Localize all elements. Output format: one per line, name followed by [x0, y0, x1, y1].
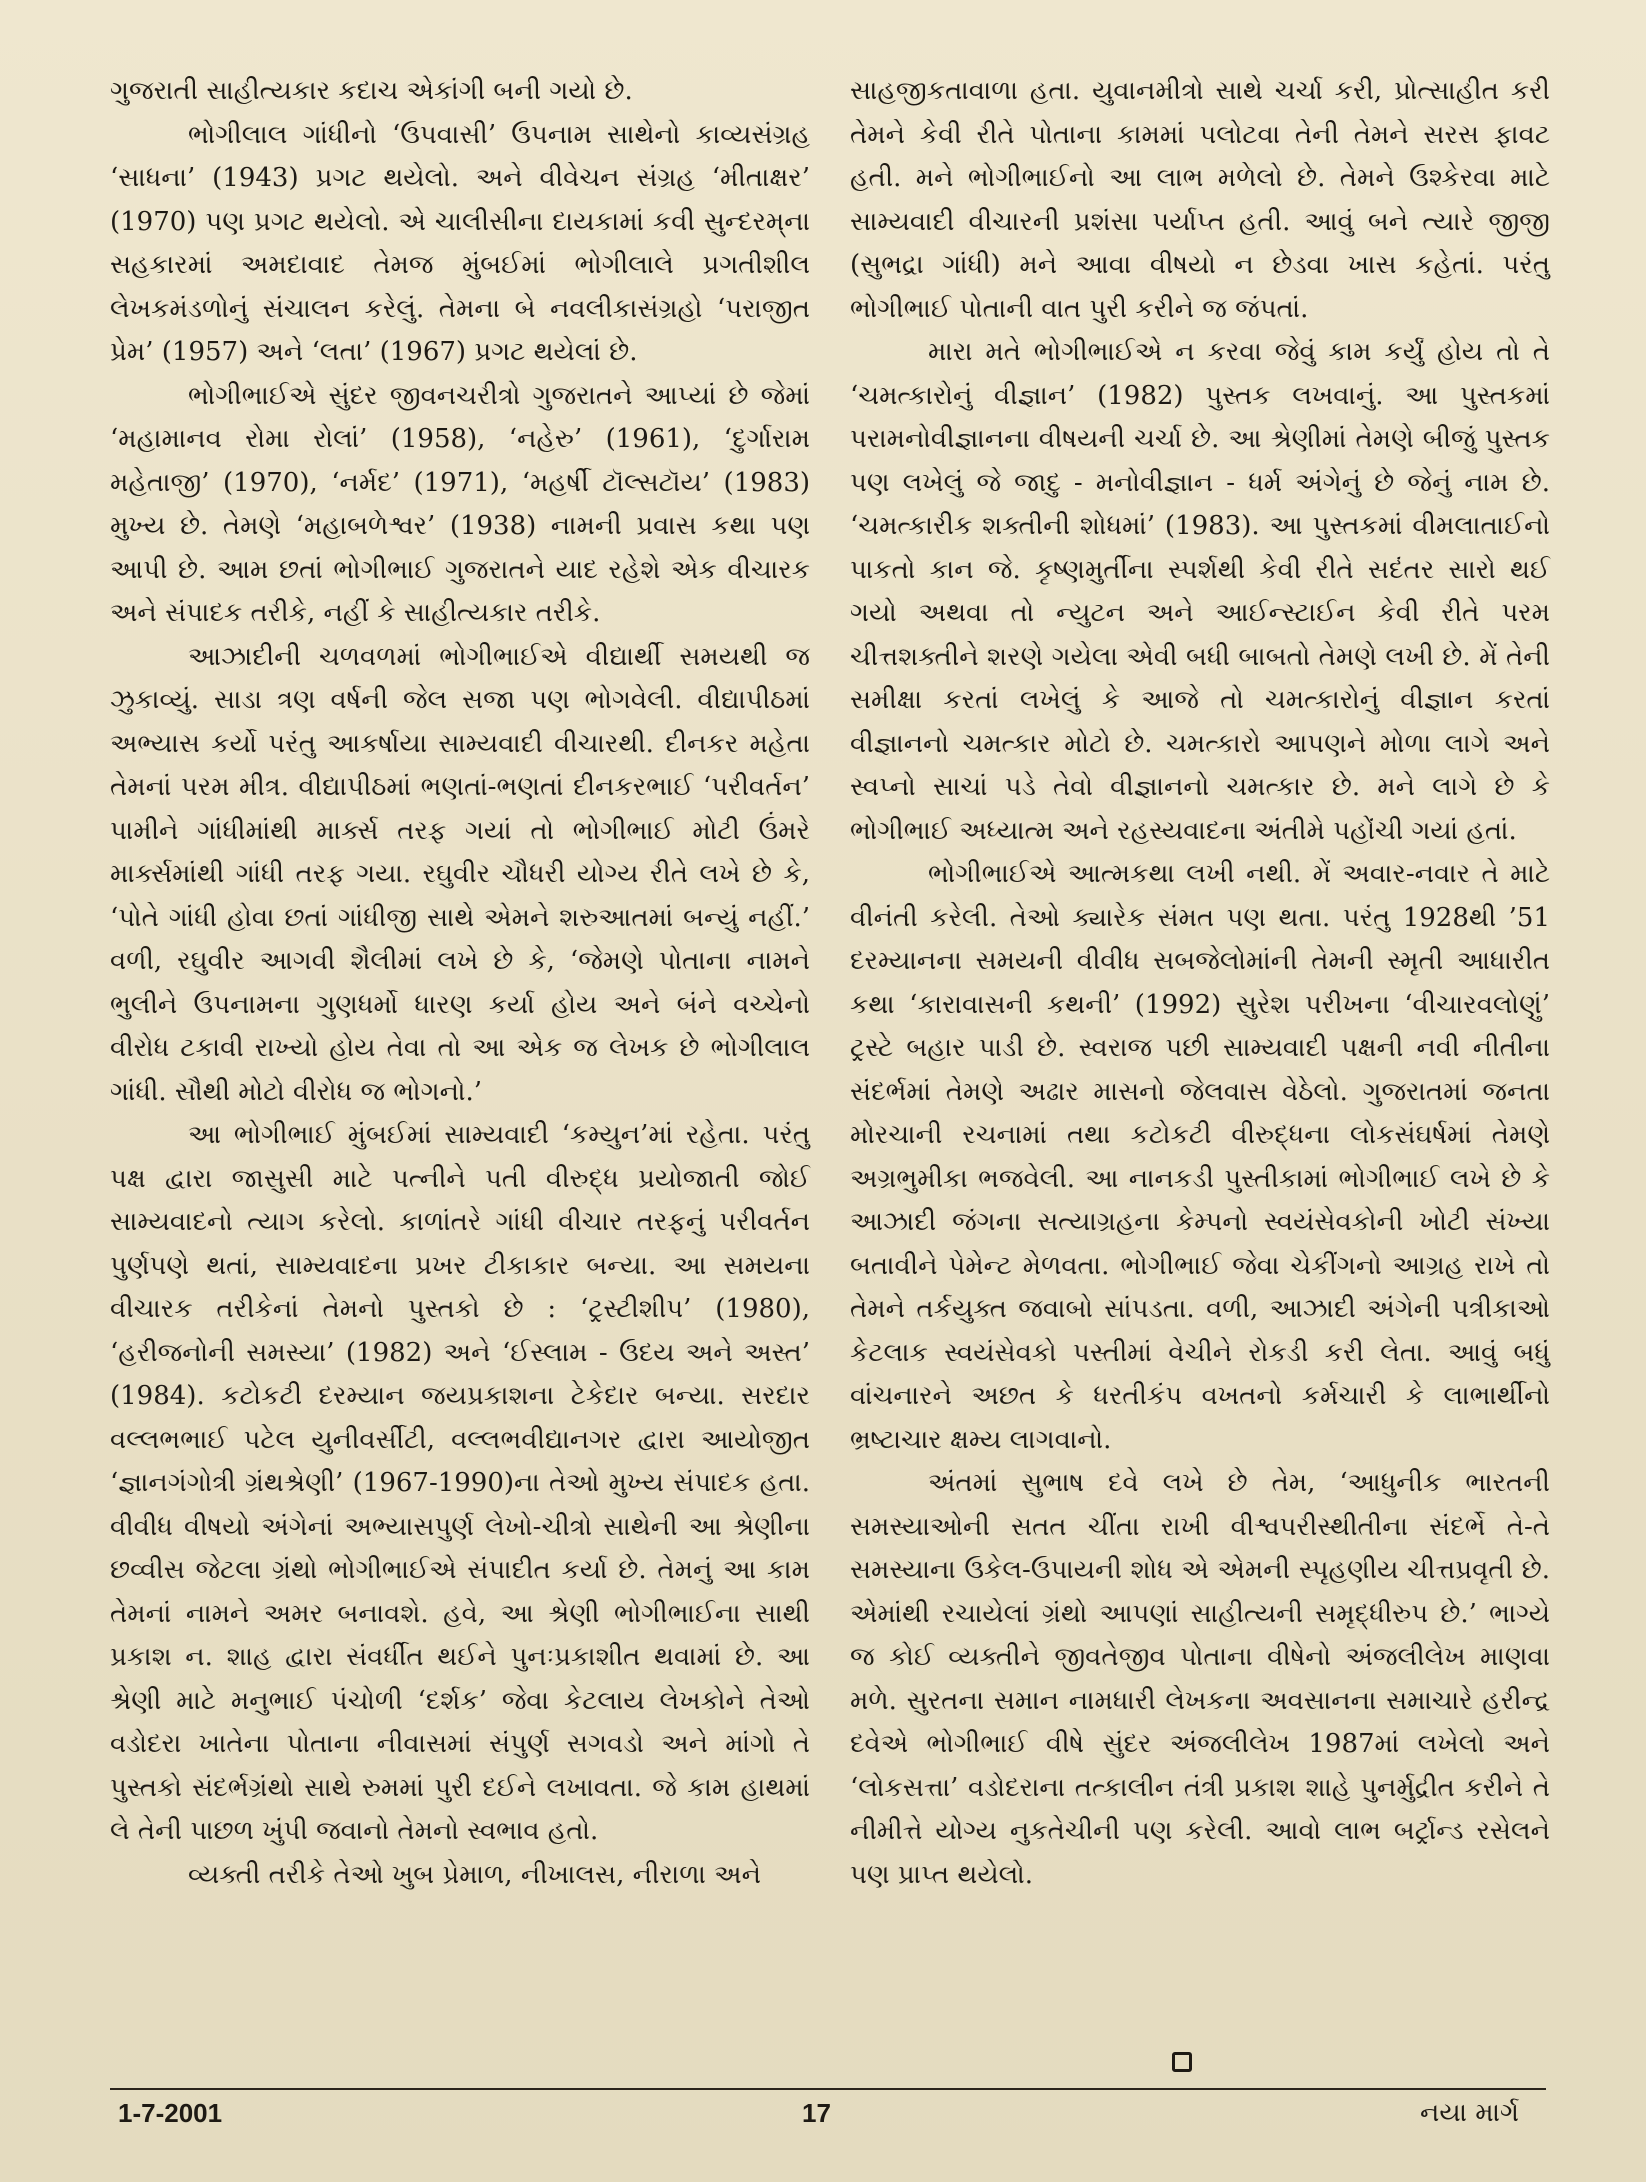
- paragraph-continued: ગુજરાતી સાહીત્યકાર કદાચ એકાંગી બની ગયો છે.: [110, 76, 633, 106]
- magazine-name: નયા માર્ગ: [1420, 2098, 1520, 2128]
- footer-rule: [110, 2088, 1546, 2090]
- paragraph: આ ભોગીભાઈ મુંબઈમાં સામ્યવાદી ‘કમ્યુન’માં રહેતા. પરંતુ પક્ષ દ્વારા જાસુસી માટે પત્નીને પતી વીરુદ્ધ પ્રયોજાતી જોઈ સામ્યવાદનો ત્યાગ કરેલો. કાળાંતરે ગાંધી વીચાર તરફનું પરીવર્તન પુર્ણપણે થતાં, સામ્યવાદના પ્રખર ટીકાકાર બન્યા. આ સમયના વીચારક તરીકેનાં તેમનો પુસ્તકો છે : ‘ટ્રસ્ટીશીપ’ (1980), ‘હરીજનોની સમસ્યા’ (1982) અને ‘ઈસ્લામ - ઉદય અને અસ્ત’ (1984). કટોકટી દરમ્યાન જયપ્રકાશના ટેકેદાર બન્યા. સરદાર વલ્લભભાઈ પટેલ યુનીવર્સીટી, વલ્લભવીદ્યાનગર દ્વારા આયોજીત ‘જ્ઞાનગંગોત્રી ગ્રંથશ્રેણી’ (1967-1990)ના તેઓ મુખ્ય સંપાદક હતા. વીવીધ વીષયો અંગેનાં અભ્યાસપુર્ણ લેખો-ચીત્રો સાથેની આ શ્રેણીના છવ્વીસ જેટલા ગ્રંથો ભોગીભાઈએ સંપાદીત કર્યા છે. તેમનું આ કામ તેમનાં નામને અમર બનાવશે. હવે, આ શ્રેણી ભોગીભાઈના સાથી પ્રકાશ ન. શાહ દ્વારા સંવર્ધીત થઈને પુનઃપ્રકાશીત થવામાં છે. આ શ્રેણી માટે મનુભાઈ પંચોળી ‘દર્શક’ જેવા કેટલાય લેખકોને તેઓ વડોદરા ખાતેના પોતાના નીવાસમાં સંપુર્ણ સગવડો અને માંગો તે પુસ્તકો સંદર્ભગ્રંથો સાથે રુમમાં પુરી દઈને લખાવતા. જે કામ હાથમાં લે તેની પાછળ ખુંપી જવાનો તેમનો સ્વભાવ હતો.: [110, 1120, 810, 1846]
- paragraph: ભોગીલાલ ગાંધીનો ‘ઉપવાસી’ ઉપનામ સાથેનો કાવ્યસંગ્રહ ‘સાધના’ (1943) પ્રગટ થયેલો. અને વીવેચન સંગ્રહ ‘મીતાક્ષર’ (1970) પણ પ્રગટ થયેલો. એ ચાલીસીના દાયકામાં કવી સુન્દરમ્‌ના સહકારમાં અમદાવાદ તેમજ મુંબઈમાં ભોગીલાલે પ્રગતીશીલ લેખકમંડળોનું સંચાલન કરેલું. તેમના બે નવલીકાસંગ્રહો ‘પરાજીત પ્રેમ’ (1957) અને ‘લતા’ (1967) પ્રગટ થયેલાં છે.: [110, 119, 810, 367]
- end-of-article-icon: [1172, 2052, 1192, 2072]
- page-number: 17: [802, 2098, 831, 2128]
- right-column: [850, 70, 1550, 1897]
- paragraph-continued: સાહજીકતાવાળા હતા. યુવાનમીત્રો સાથે ચર્ચા કરી, પ્રોત્સાહીત કરી તેમને કેવી રીતે પોતાના કામમાં પલોટવા તેની તેમને સરસ ફાવટ હતી. મને ભોગીભાઈનો આ લાભ મળેલો છે. તેમને ઉશ્કેરવા માટે સામ્યવાદી વીચારની પ્રશંસા પર્યાપ્ત હતી. આવું બને ત્યારે જીજી (સુભદ્રા ગાંધી) મને આવા વીષયો ન છેડવા ખાસ કહેતાં. પરંતુ ભોગીભાઈ પોતાની વાત પુરી કરીને જ જંપતાં.: [850, 76, 1550, 324]
- paragraph: ભોગીભાઈએ સુંદર જીવનચરીત્રો ગુજરાતને આપ્યાં છે જેમાં ‘મહામાનવ રોમા રોલાં’ (1958), ‘નહેરુ’ (1961), ‘દુર્ગારામ મહેતાજી’ (1970), ‘નર્મદ’ (1971), ‘મહર્ષી ટૉલ્સટૉય’ (1983) મુખ્ય છે. તેમણે ‘મહાબળેશ્વર’ (1938) નામની પ્રવાસ કથા પણ આપી છે. આમ છતાં ભોગીભાઈ ગુજરાતને યાદ રહેશે એક વીચારક અને સંપાદક તરીકે, નહીં કે સાહીત્યકાર તરીકે.: [110, 380, 810, 628]
- paragraph: વ્યક્તી તરીકે તેઓ ખુબ પ્રેમાળ, નીખાલસ, નીરાળા અને: [188, 1859, 761, 1890]
- left-column: [110, 70, 810, 1897]
- paragraph: ભોગીભાઈએ આત્મકથા લખી નથી. મેં અવાર-નવાર તે માટે વીનંતી કરેલી. તેઓ ક્યારેક સંમત પણ થતા. પરંતુ 1928થી ’51 દરમ્યાનના સમયની વીવીધ સબજેલોમાંની તેમની સ્મૃતી આધારીત કથા ‘કારાવાસની કથની’ (1992) સુરેશ પરીખના ‘વીચારવલોણું’ ટ્રસ્ટે બહાર પાડી છે. સ્વરાજ પછી સામ્યવાદી પક્ષની નવી નીતીના સંદર્ભમાં તેમણે અઢાર માસનો જેલવાસ વેઠેલો. ગુજરાતમાં જનતા મોરચાની રચનામાં તથા કટોકટી વીરુદ્ધના લોકસંઘર્ષમાં તેમણે અગ્રભુમીકા ભજવેલી. આ નાનકડી પુસ્તીકામાં ભોગીભાઈ લખે છે કે આઝાદી જંગના સત્યાગ્રહના કેમ્પનો સ્વયંસેવકોની ખોટી સંખ્યા બતાવીને પેમેન્ટ મેળવતા. ભોગીભાઈ જેવા ચેકીંગનો આગ્રહ રાખે તો તેમને તર્કયુક્ત જવાબો સાંપડતા. વળી, આઝાદી અંગેની પત્રીકાઓ કેટલાક સ્વયંસેવકો પસ્તીમાં વેચીને રોકડી કરી લેતા. આવું બધું વાંચનારને અછત કે ધરતીકંપ વખતનો કર્મચારી કે લાભાર્થીનો ભ્રષ્ટાચાર ક્ષમ્ય લાગવાનો.: [850, 859, 1550, 1455]
- paragraph: આઝાદીની ચળવળમાં ભોગીભાઈએ વીદ્યાર્થી સમયથી જ ઝુકાવ્યું. સાડા ત્રણ વર્ષની જેલ સજા પણ ભોગવેલી. વીદ્યાપીઠમાં અભ્યાસ કર્યો પરંતુ આકર્ષાયા સામ્યવાદી વીચારથી. દીનકર મહેતા તેમનાં પરમ મીત્ર. વીદ્યાપીઠમાં ભણતાં-ભણતાં દીનકરભાઈ ‘પરીવર્તન’ પામીને ગાંધીમાંથી માર્ક્સ તરફ ગયાં તો ભોગીભાઈ મોટી ઉંમરે માર્ક્સમાંથી ગાંધી તરફ ગયા. રઘુવીર ચૌધરી યોગ્ય રીતે લખે છે કે, ‘પોતે ગાંધી હોવા છતાં ગાંધીજી સાથે એમને શરુઆતમાં બન્યું નહીં.’ વળી, રઘુવીર આગવી શૈલીમાં લખે છે કે, ‘જેમણે પોતાના નામને ભુલીને ઉપનામના ગુણધર્મો ધારણ કર્યા હોય અને બંને વચ્ચેનો વીરોધ ટકાવી રાખ્યો હોય તેવા તો આ એક જ લેખક છે ભોગીલાલ ગાંધી. સૌથી મોટો વીરોધ જ ભોગનો.’: [110, 641, 811, 1107]
- footer-date: 1-7-2001: [118, 2098, 223, 2128]
- paragraph: અંતમાં સુભાષ દવે લખે છે તેમ, ‘આધુનીક ભારતની સમસ્યાઓની સતત ચીંતા રાખી વીશ્વપરીસ્થીતીના સંદર્ભે તે-તે સમસ્યાના ઉકેલ-ઉપાયની શોધ એ એમની સ્પૃહણીય ચીત્તપ્રવૃતી છે. એમાંથી રચાયેલાં ગ્રંથો આપણાં સાહીત્યની સમૃદ્ધીરુપ છે.’ ભાગ્યે જ કોઈ વ્યક્તીને જીવતેજીવ પોતાના વીષેનો અંજલીલેખ માણવા મળે. સુરતના સમાન નામધારી લેખકના અવસાનના સમાચારે હરીન્દ્ર દવેએ ભોગીભાઈ વીષે સુંદર અંજલીલેખ 1987માં લખેલો અને ‘લોકસત્તા’ વડોદરાના તત્કાલીન તંત્રી પ્રકાશ શાહે પુનર્મુદ્રીત કરીને તે નીમીત્તે યોગ્ય નુકતેચીની પણ કરેલી. આવો લાભ બર્ટ્રાન્ડ રસેલને પણ પ્રાપ્ત થયેલો.: [850, 1468, 1550, 1890]
- paragraph: મારા મતે ભોગીભાઈએ ન કરવા જેવું કામ કર્યું હોય તો તે ‘ચમત્કારોનું વીજ્ઞાન’ (1982) પુસ્તક લખવાનું. આ પુસ્તકમાં પરામનોવીજ્ઞાનના વીષયની ચર્ચા છે. આ શ્રેણીમાં તેમણે બીજું પુસ્તક પણ લખેલું જે જાદુ - મનોવીજ્ઞાન - ધર્મ અંગેનું છે જેનું નામ છે. ‘ચમત્કારીક શક્તીની શોધમાં’ (1983). આ પુસ્તકમાં વીમલાતાઈનો પાકતો કાન જે. કૃષ્ણમુર્તીના સ્પર્શથી કેવી રીતે સદંતર સારો થઈ ગયો અથવા તો ન્યુટન અને આઈન્સ્ટાઈન કેવી રીતે પરમ ચીત્તશક્તીને શરણે ગયેલા એવી બધી બાબતો તેમણે લખી છે. મેં તેની સમીક્ષા કરતાં લખેલું કે આજે તો ચમત્કારોનું વીજ્ઞાન કરતાં વીજ્ઞાનનો ચમત્કાર મોટો છે. ચમત્કારો આપણને મોળા લાગે અને સ્વપ્નો સાચાં પડે તેવો વીજ્ઞાનનો ચમત્કાર છે. મને લાગે છે કે ભોગીભાઈ અધ્યાત્મ અને રહસ્યવાદના અંતીમે પહોંચી ગયાં હતાં.: [850, 337, 1550, 846]
